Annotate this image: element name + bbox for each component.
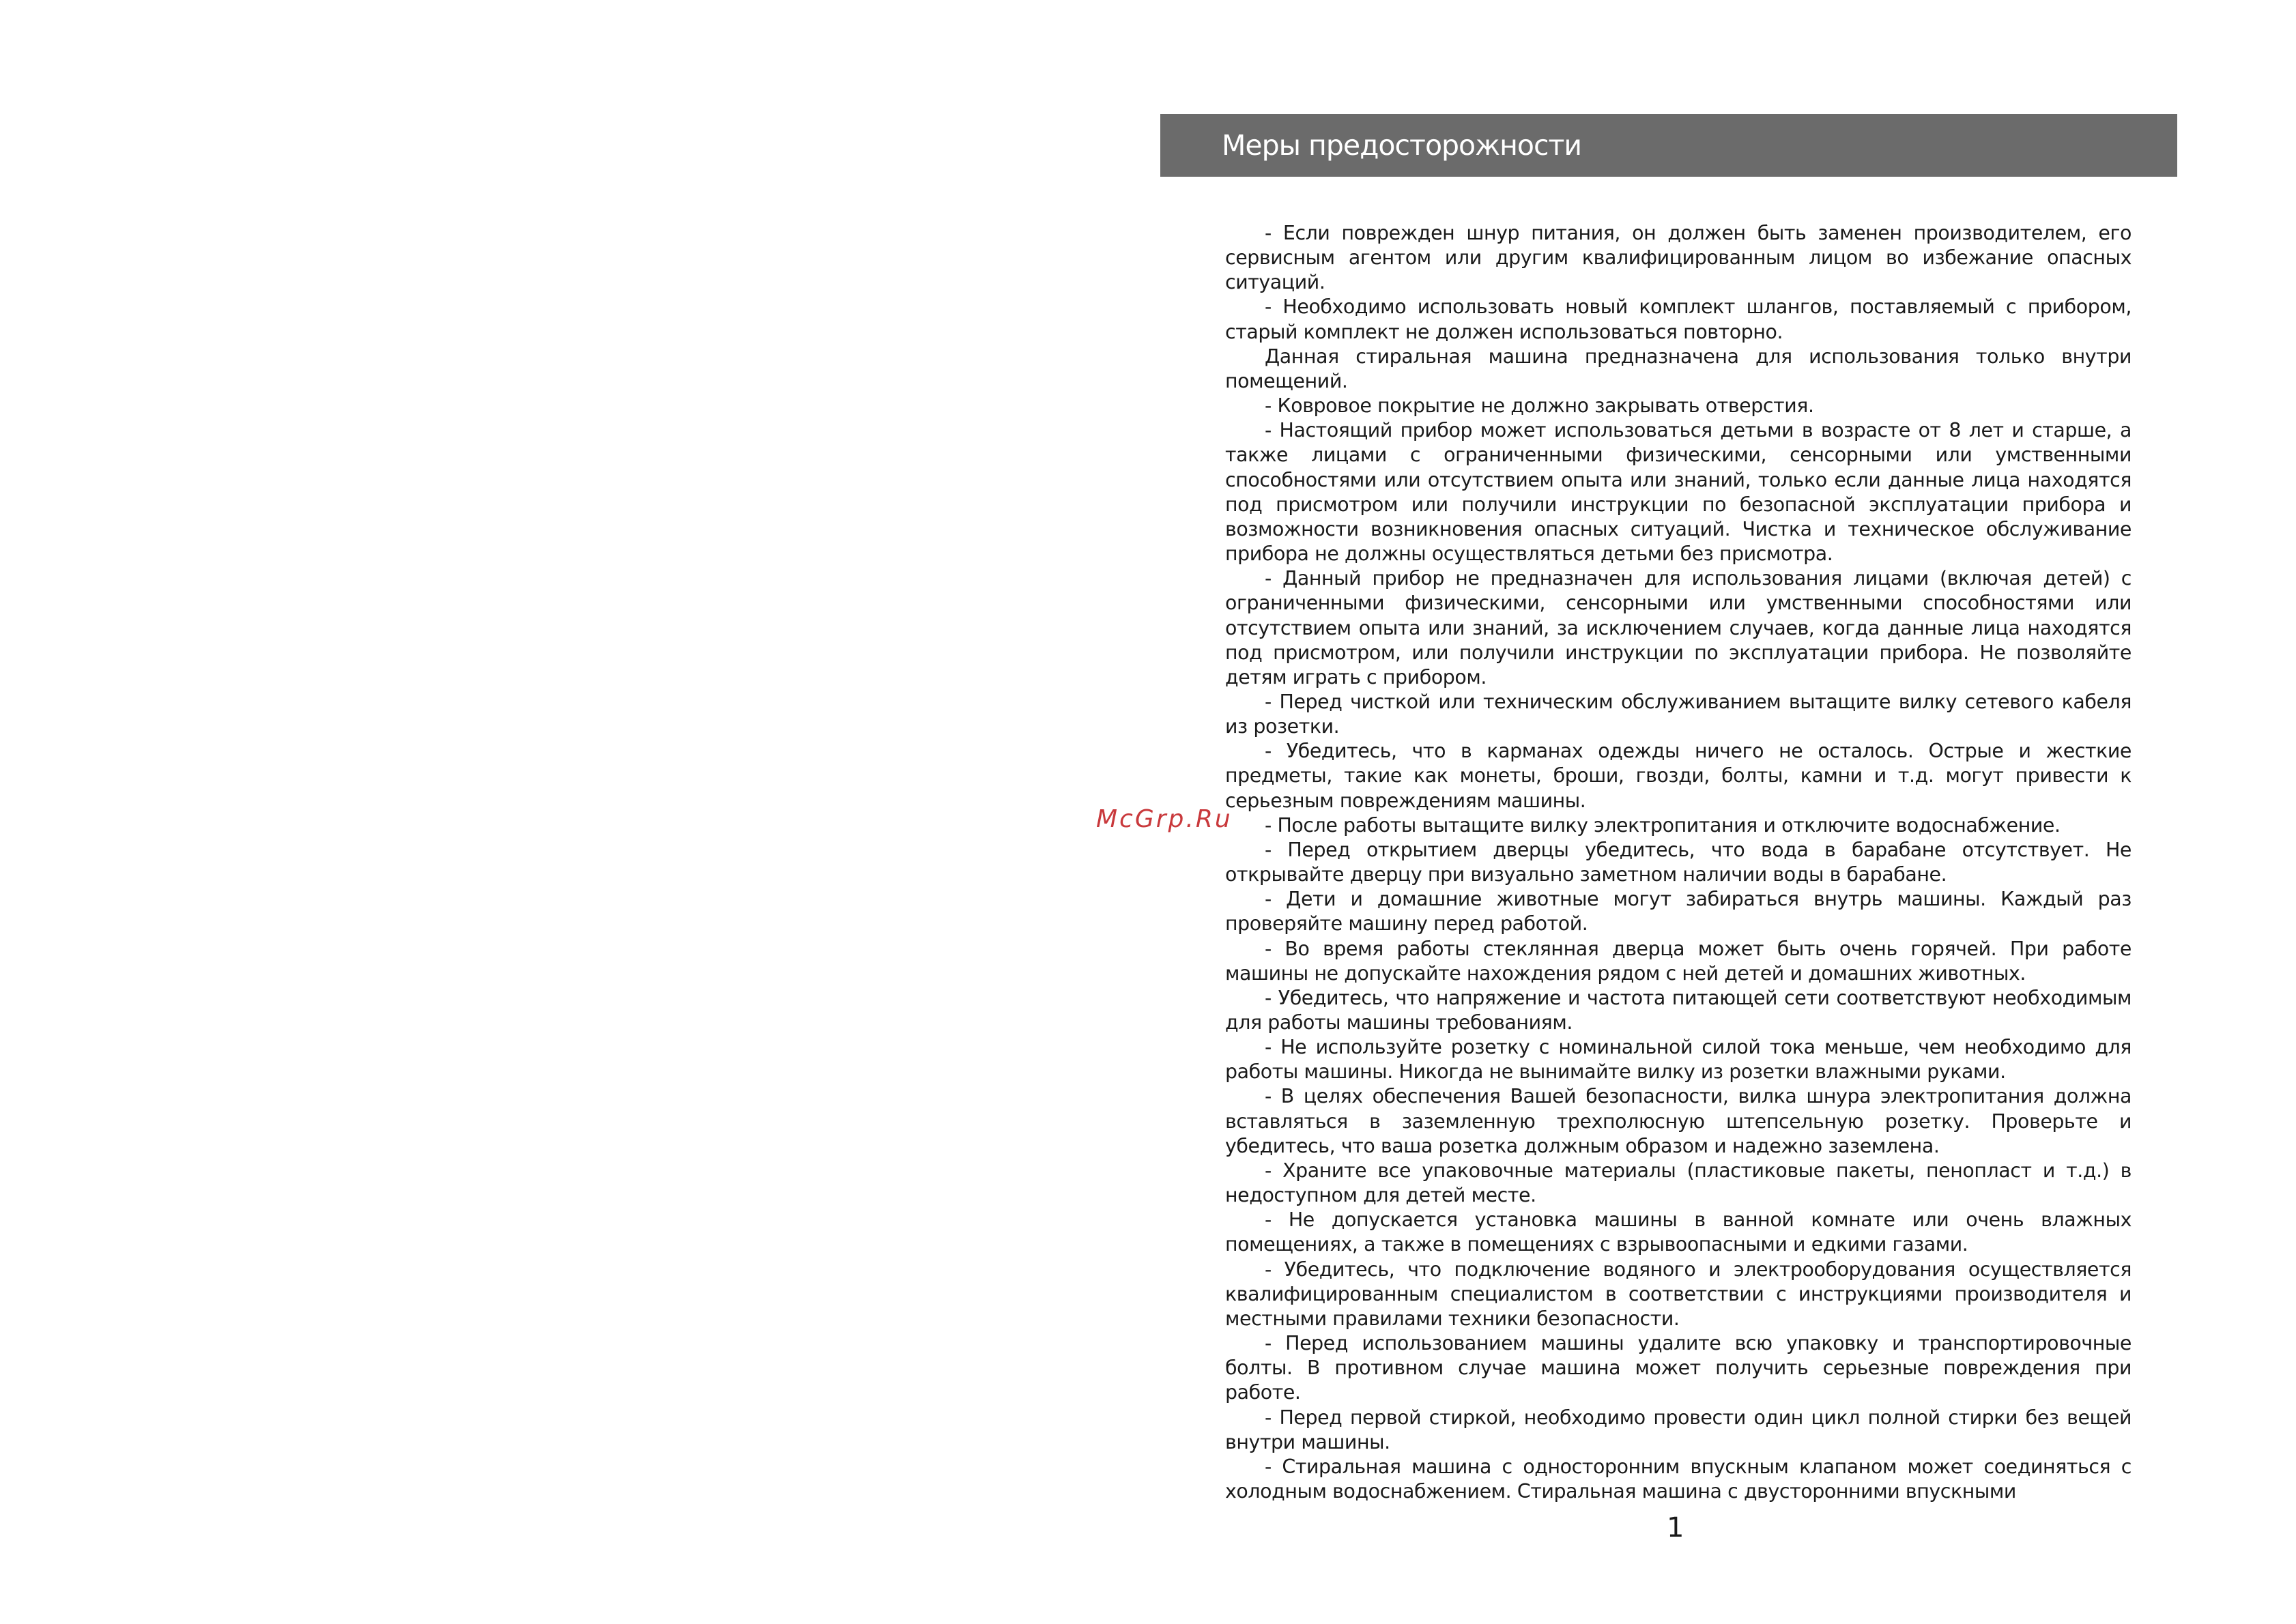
paragraph: - Убедитесь, что подключение водяного и электрооборудования осуществляется квалифицированным специалистом в соответствии с инструкциями производителя и местными правилами техники безопасности. [1225,1258,2132,1330]
section-title: Меры предосторожности [1222,129,1582,162]
paragraph: - Не допускается установка машины в ванной комнате или очень влажных помещениях, а также в помещениях с взрывоопасными и едкими газами. [1225,1208,2132,1256]
paragraph: - Перед чисткой или техническим обслуживанием вытащите вилку сетевого кабеля из розетки. [1225,690,2132,738]
paragraph: - Во время работы стеклянная дверца может быть очень горячей. При работе машины не допускайте нахождения рядом с ней детей и домашних животных. [1225,937,2132,985]
watermark: McGrp.Ru [1096,805,1233,833]
safety-instructions-text [1225,221,2132,1503]
paragraph: - После работы вытащите вилку электропитания и отключите водоснабжение. [1265,813,2061,837]
page-number: 1 [1667,1512,1684,1543]
paragraph: - Храните все упаковочные материалы (пластиковые пакеты, пенопласт и т.д.) в недоступном для детей месте. [1225,1159,2132,1207]
paragraph: - Если поврежден шнур питания, он должен быть заменен производителем, его сервисным агентом или другим квалифицированным лицом во избежание опасных ситуаций. [1225,222,2132,294]
paragraph: - Перед первой стиркой, необходимо провести один цикл полной стирки без вещей внутри машины. [1225,1406,2132,1453]
paragraph: - Убедитесь, что в карманах одежды ничего не осталось. Острые и жесткие предметы, такие как монеты, броши, гвозди, болты, камни и т.д. могут привести к серьезным повреждениям машины. [1225,740,2132,812]
paragraph: - Убедитесь, что напряжение и частота питающей сети соответствуют необходимым для работы машины требованиям. [1225,986,2132,1034]
section-header-bar [1160,114,2177,177]
paragraph: - Настоящий прибор может использоваться детьми в возрасте от 8 лет и старше, а также лицами с ограниченными физическими, сенсорными или умственными способностями или отсутствием опыта или знаний, только если данные лица находятся под присмотром или получили инструкции по безопасной эксплуатации прибора и возможности возникновения опасных ситуаций. Чистка и техническое обслуживание прибора не должны осуществляться детьми без присмотра. [1225,419,2132,566]
paragraph: - Перед открытием дверцы убедитесь, что вода в барабане отсутствует. Не открывайте дверцу при визуально заметном наличии воды в барабане. [1225,838,2132,886]
paragraph: - Ковровое покрытие не должно закрывать отверстия. [1265,394,1814,418]
paragraph: - Перед использованием машины удалите всю упаковку и транспортировочные болты. В противном случае машина может получить серьезные повреждения при работе. [1225,1332,2132,1404]
paragraph: - Стиральная машина с односторонним впускным клапаном может соединяться с холодным водоснабжением. Стиральная машина с двусторонними впускными [1225,1455,2132,1503]
paragraph: - Данный прибор не предназначен для использования лицами (включая детей) с ограниченными физическими, сенсорными или умственными способностями или отсутствием опыта или знаний, за исключением случаев, когда данные лица находятся под присмотром, или получили инструкции по эксплуатации прибора. Не позволяйте детям играть с прибором. [1225,567,2132,688]
paragraph: - Не используйте розетку с номинальной силой тока меньше, чем необходимо для работы машины. Никогда не вынимайте вилку из розетки влажными руками. [1225,1036,2132,1084]
paragraph: - Необходимо использовать новый комплект шлангов, поставляемый с прибором, старый комплект не должен использоваться повторно. [1225,295,2132,343]
paragraph: - Дети и домашние животные могут забираться внутрь машины. Каждый раз проверяйте машину перед работой. [1225,888,2132,936]
paragraph: - В целях обеспечения Вашей безопасности, вилка шнура электропитания должна вставляться в заземленную трехполюсную штепсельную розетку. Проверьте и убедитесь, что ваша розетка должным образом и надежно заземлена. [1225,1085,2132,1157]
paragraph: Данная стиральная машина предназначена для использования только внутри помещений. [1225,345,2132,392]
